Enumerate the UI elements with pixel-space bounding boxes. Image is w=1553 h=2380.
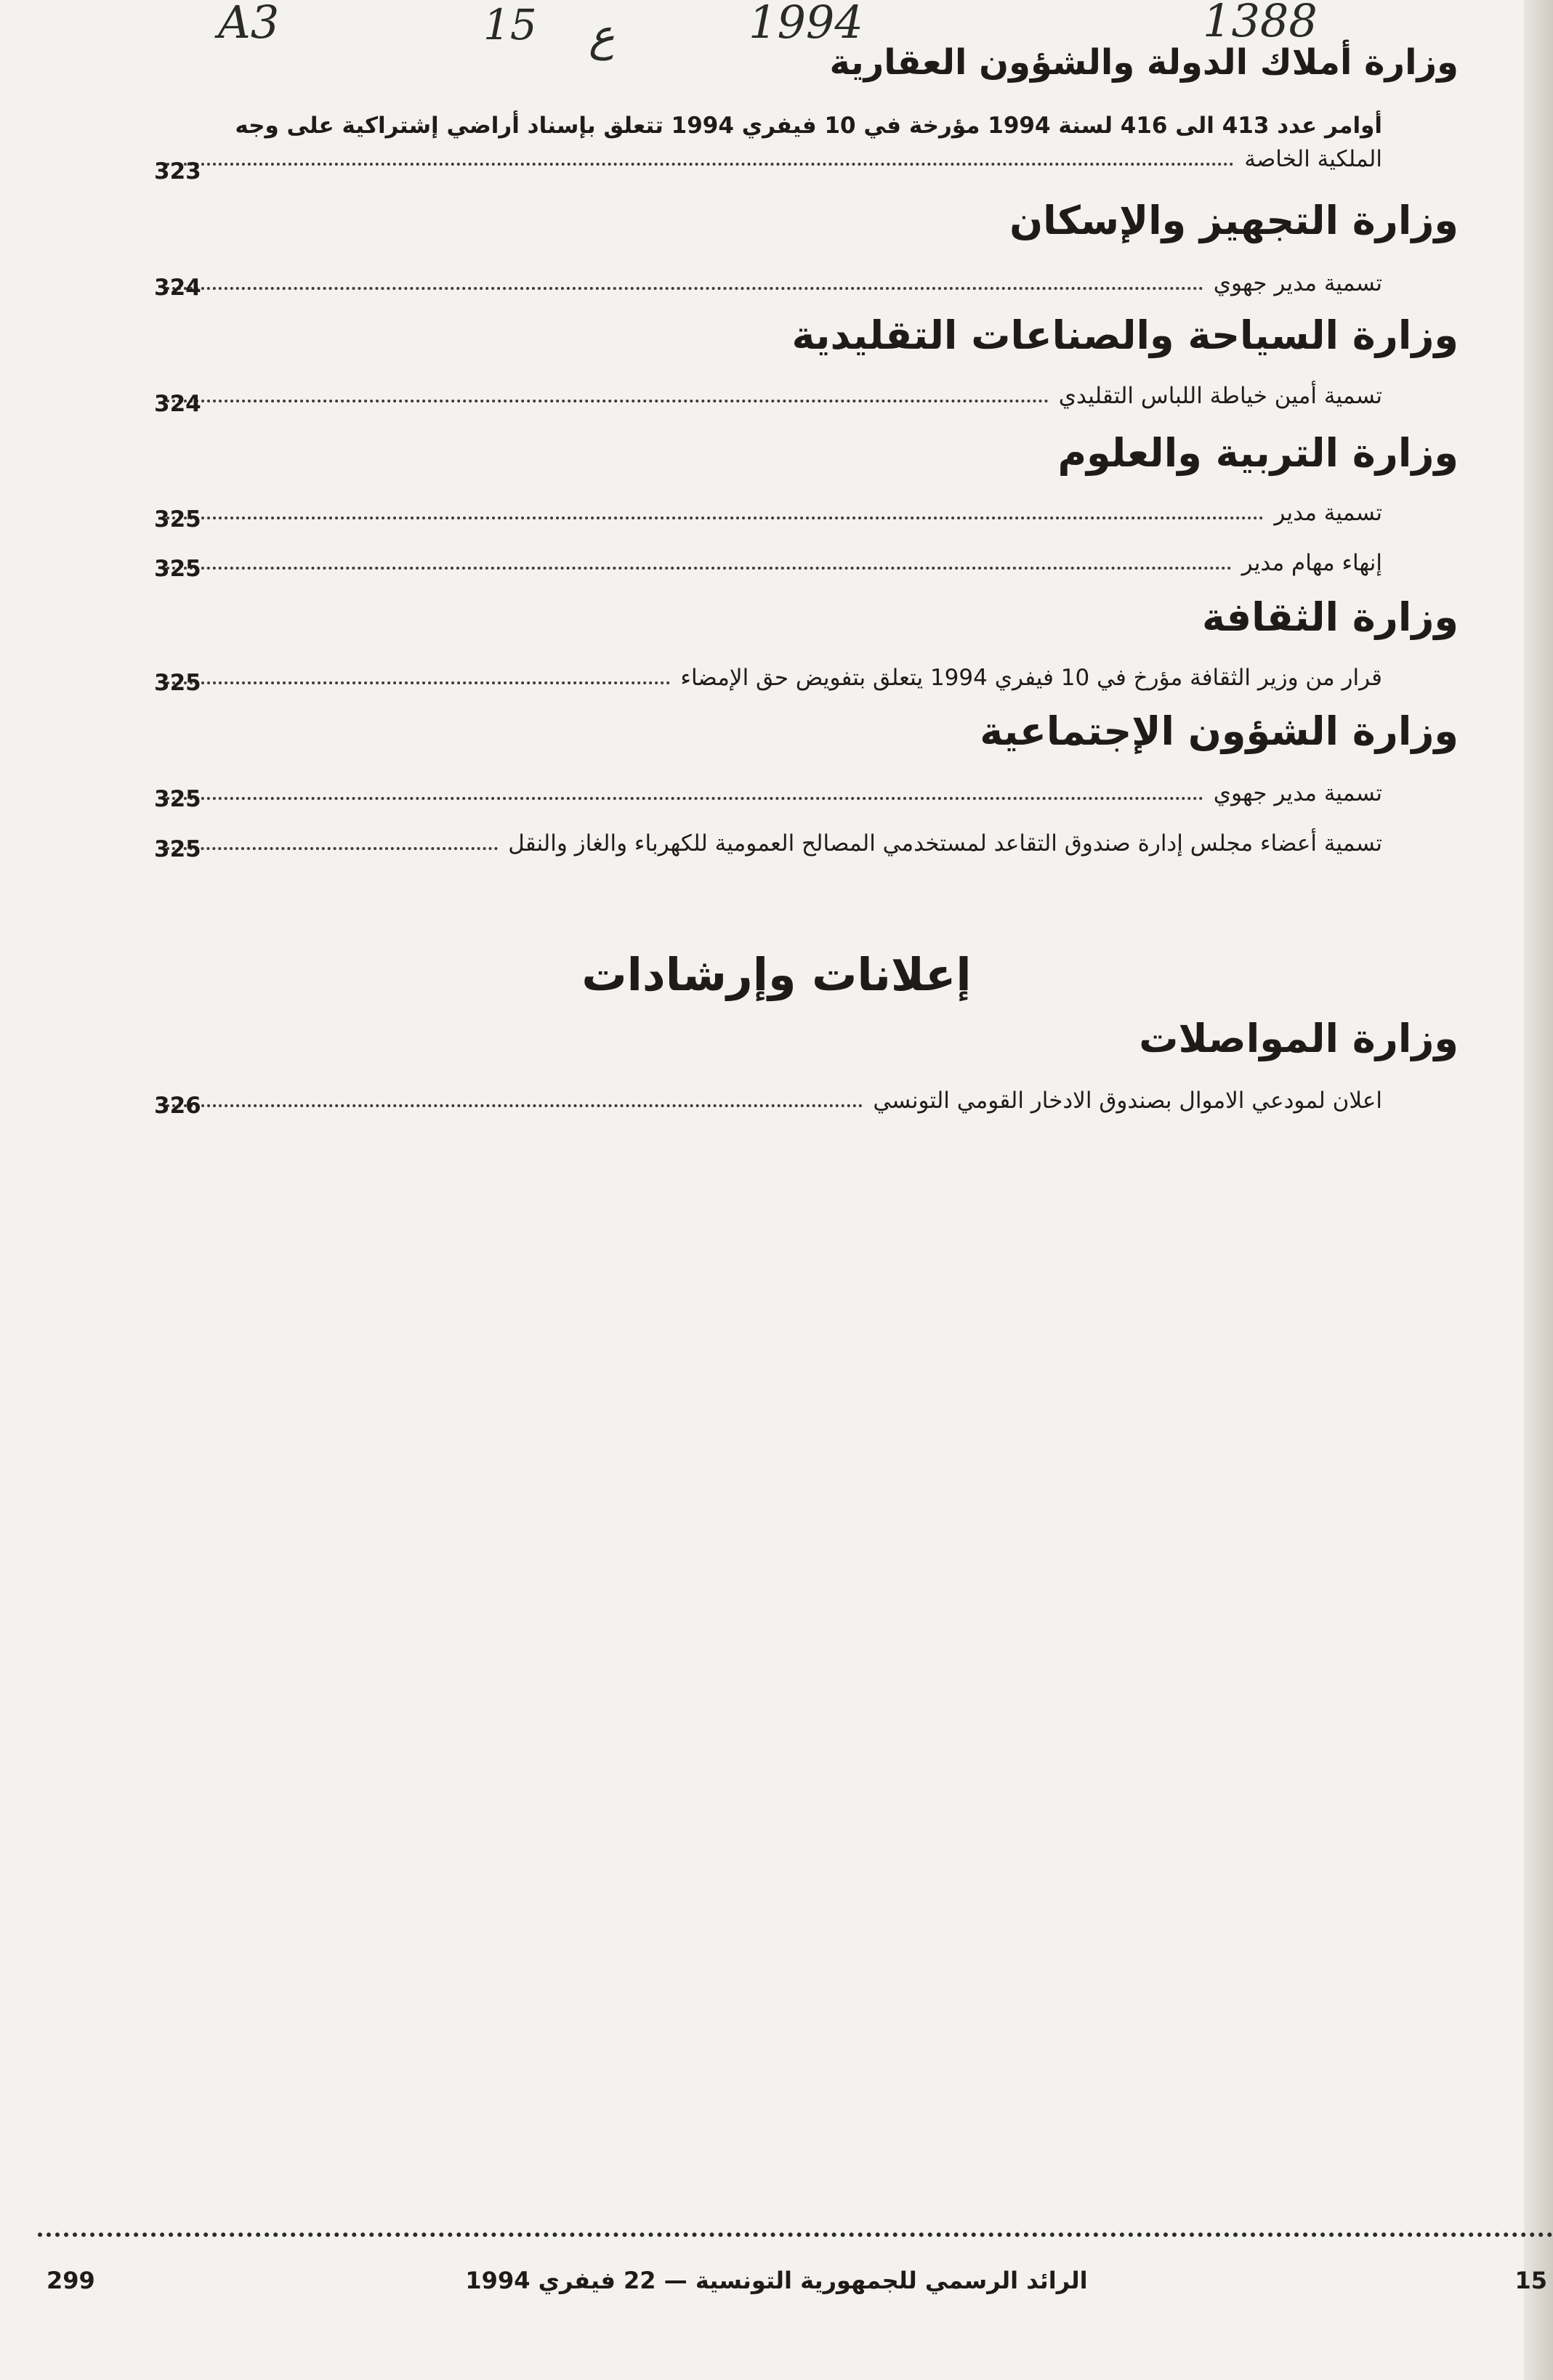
- entry-text-line2: الملكية الخاصة: [1244, 146, 1382, 172]
- entry-text: قرار من وزير الثقافة مؤرخ في 10 فيفري 1994 يتعلق بتفويض حق الإمضاء: [680, 665, 1382, 691]
- page-ref: 324: [154, 391, 201, 417]
- section-title-equipment-housing: وزارة التجهيز والإسكان: [1009, 198, 1459, 243]
- section-title-state-property: وزارة أملاك الدولة والشؤون العقارية: [829, 42, 1459, 83]
- entry-text: تسمية مدير جهوي: [1213, 780, 1382, 806]
- handwritten-note-day: 15: [483, 0, 537, 49]
- footer-edge-number: 15: [1514, 2267, 1547, 2294]
- handwritten-note-year: 1994: [749, 0, 863, 49]
- dot-leader: [166, 399, 1049, 402]
- dot-leader: [166, 162, 1234, 166]
- section-title-tourism-crafts: وزارة السياحة والصناعات التقليدية: [791, 312, 1459, 358]
- dot-leader: [166, 796, 1203, 800]
- handwritten-note-number: 1388: [1203, 0, 1318, 47]
- page-ref: 325: [154, 836, 201, 862]
- entry-text: تسمية أعضاء مجلس إدارة صندوق التقاعد لمستخدمي المصالح العمومية للكهرباء والغاز والنقل: [508, 830, 1382, 857]
- section-title-culture: وزارة الثقافة: [1201, 594, 1459, 640]
- dot-leader: [166, 286, 1203, 290]
- entry-text: اعلان لمودعي الاموال بصندوق الادخار القومي التونسي: [873, 1088, 1382, 1114]
- page-ref: 326: [154, 1093, 201, 1119]
- toc-entry-savings-fund-notice: [156, 1088, 1382, 1114]
- facing-page-edge: [1524, 0, 1553, 2380]
- dot-leader: [166, 1104, 863, 1107]
- page-ref: 325: [154, 556, 201, 582]
- toc-entry-pension-board: [156, 830, 1382, 857]
- entry-text: إنهاء مهام مدير: [1241, 550, 1382, 576]
- entry-text: تسمية مدير جهوي: [1213, 270, 1382, 296]
- toc-entry-tailoring-secretary: [156, 383, 1382, 409]
- toc-entry-director-appointment: [156, 500, 1382, 526]
- footer-title: الرائد الرسمي للجمهورية التونسية — 22 فيفري 1994: [465, 2267, 1088, 2294]
- toc-entry-regional-director-social: [156, 780, 1382, 806]
- dot-leader: [166, 516, 1264, 519]
- page-ref: 325: [154, 670, 201, 696]
- toc-entry-director-termination: [156, 550, 1382, 576]
- entry-text-line1: أوامر عدد 413 الى 416 لسنة 1994 مؤرخة في 10 فيفري 1994 تتعلق بإسناد أراضي إشتراكية على وجه: [235, 113, 1382, 139]
- page-ref: 325: [154, 786, 201, 812]
- toc-entry-land-allocation: [156, 113, 1382, 172]
- dot-leader: [166, 566, 1232, 570]
- page-ref: 324: [154, 275, 201, 301]
- footer-rule: [38, 2233, 1553, 2237]
- entry-text: تسمية مدير: [1274, 500, 1382, 526]
- dot-leader: [166, 846, 498, 850]
- handwritten-note-a3: A3: [218, 0, 280, 49]
- section-title-social-affairs: وزارة الشؤون الإجتماعية: [980, 708, 1459, 754]
- section-title-communications: وزارة المواصلات: [1139, 1016, 1459, 1061]
- page-ref: 325: [154, 506, 201, 533]
- dot-leader: [166, 681, 670, 684]
- footer-page-number: 299: [47, 2267, 95, 2294]
- announcements-heading: إعلانات وإرشادات: [581, 948, 972, 1001]
- toc-entry-signature-delegation: [156, 665, 1382, 691]
- page-ref: 323: [154, 158, 201, 185]
- section-title-education-science: وزارة التربية والعلوم: [1057, 430, 1459, 476]
- handwritten-note-month: ع: [589, 10, 615, 61]
- toc-entry-regional-director: [156, 270, 1382, 296]
- entry-text: تسمية أمين خياطة اللباس التقليدي: [1058, 383, 1382, 409]
